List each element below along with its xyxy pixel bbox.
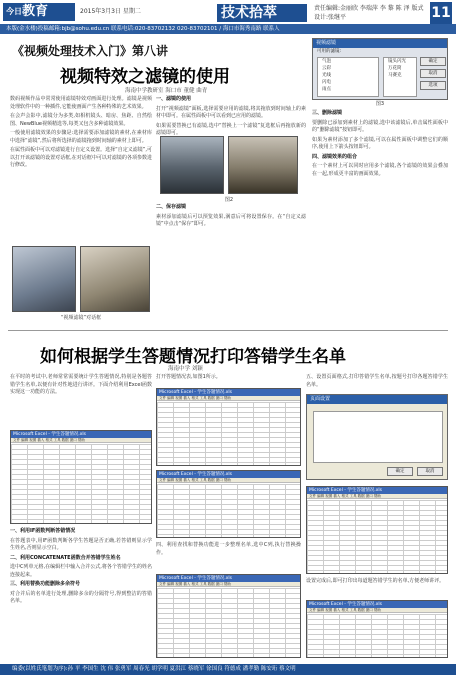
filter-list-item[interactable]: 云彩 — [322, 66, 331, 71]
article2-column-2 — [156, 374, 301, 384]
excel-titlebar: Microsoft Excel - 学生答题情况.xls — [307, 487, 447, 494]
newspaper-logo — [3, 3, 75, 21]
dialog-list-label: 可用的滤镜: — [317, 49, 342, 54]
paragraph: 要删除已添加到素材上的滤镜,选中该滤镜后,单击属性面板中的“删除滤镜”按钮即可。 — [312, 119, 448, 133]
excel-menubar: 文件 编辑 视图 插入 格式 工具 数据 窗口 帮助 — [157, 396, 300, 401]
paragraph: 在答题表中,用IF函数判断各学生答题是否正确,若答错则显示学生姓名,否则显示空白。 — [10, 537, 152, 551]
paragraph: 数码视频作品中常常使用滤镜特效对画面进行处理。滤镜是视频处理软件中的一种插件,它能使画面产生各种特殊的艺术效果。 — [10, 96, 152, 110]
paragraph: 对合并后的名单进行处理,删除多余的分隔符号,得到整洁的答错名单。 — [10, 590, 152, 604]
excel-screenshot-2 — [156, 388, 301, 466]
brand-name: 教育 — [22, 4, 49, 19]
paragraph: 在一个素材上可以同时应用多个滤镜,各个滤镜的效果会叠加在一起,形成更丰富的画面效果。 — [312, 163, 448, 177]
section-heading: 三、删除滤镜 — [312, 110, 343, 116]
dialog-titlebar: 视频滤镜 — [313, 39, 447, 48]
brand-prefix: 今日 — [6, 7, 22, 16]
excel-titlebar: Microsoft Excel - 学生答题情况.xls — [11, 431, 151, 438]
cancel-button[interactable]: 取消 — [417, 467, 443, 476]
article2-column-1 — [10, 374, 152, 426]
figure-1-photo-original — [12, 246, 76, 312]
excel-menubar: 文件 编辑 视图 插入 格式 工具 数据 窗口 帮助 — [307, 608, 447, 613]
excel-titlebar: Microsoft Excel - 学生答题情况.xls — [157, 471, 300, 478]
options-button[interactable]: 选项 — [420, 81, 446, 90]
excel-titlebar: Microsoft Excel - 学生答题情况.xls — [157, 389, 300, 396]
issue-date: 2015年3月3日 — [80, 8, 121, 15]
excel-screenshot-4 — [156, 574, 301, 658]
paragraph: 在属性面板中可以对滤镜进行自定义设置。选择“自定义滤镜”,可以打开该滤镜的设置对话框,在对话框中可以对滤镜的各项参数进行修改。 — [10, 147, 152, 168]
masthead — [0, 0, 456, 36]
paragraph: 四、利用查找和替换功能进一步整理名单,选中C列,执行替换操作。 — [156, 542, 301, 556]
filter-list-item[interactable]: 气泡 — [322, 59, 331, 64]
excel-grid — [307, 500, 447, 573]
ok-button[interactable]: 确定 — [387, 467, 413, 476]
paragraph: 如果为素材添加了多个滤镜,可以在属性面板中调整它们的顺序,使用上下箭头按钮即可。 — [312, 136, 448, 150]
section-heading: 二、利用CONCATENATE函数合并答错学生姓名 — [10, 554, 121, 561]
excel-menubar: 文件 编辑 视图 插入 格式 工具 数据 窗口 帮助 — [157, 478, 300, 483]
cancel-button[interactable]: 取消 — [420, 69, 446, 78]
editors-credit: 责任编辑:金丽欣 李瑞萍 李 黎 陈 泽 版式设计:张继平 — [314, 5, 424, 21]
article-divider — [8, 330, 448, 331]
paragraph: 打开“视频滤镜”面板,选择需要应用的滤镜,将其拖放到时间轴上的素材中即可。在属性面板中可以看到已应用的滤镜。 — [156, 105, 306, 119]
article1-column-3 — [312, 110, 448, 330]
filter-list-item[interactable]: 雨点 — [322, 87, 331, 92]
article2-title: 如何根据学生答题情况打印答错学生名单 — [40, 347, 346, 367]
paragraph: 设置完成后,即可打印出每道题答错学生的名单,方便老师讲评。 — [306, 578, 445, 584]
excel-grid — [307, 614, 447, 657]
paragraph: 在平时的考试中,老师常常需要统计学生答题情况,特别是各题答错学生名单,以便有针对性地进行讲评。下面介绍利用Excel函数实现这一功能的方法。 — [10, 374, 152, 395]
section-heading: 三、利用替换功能删除多余符号 — [10, 581, 81, 587]
filter-list-item[interactable]: 光线 — [322, 73, 331, 78]
video-filter-dialog — [312, 38, 448, 100]
paragraph: 素材添加滤镜后可以预览效果,满意后可将设置保存。在“自定义滤镜”中点击“保存”即可。 — [156, 213, 306, 227]
paragraph: 选中C列单元格,在编辑栏中输入合并公式,将各个答错学生的姓名连接起来。 — [10, 564, 152, 578]
excel-screenshot-5 — [306, 486, 448, 574]
excel-titlebar: Microsoft Excel - 学生答题情况.xls — [157, 575, 300, 582]
figure-2-photo-a — [160, 136, 224, 194]
applied-filter-list[interactable] — [383, 57, 417, 97]
issue-weekday: 星期二 — [122, 8, 141, 15]
article2-author: 海南中学 刘颖 — [168, 366, 203, 372]
filter-list[interactable] — [317, 57, 379, 97]
section-heading: 一、利用IF函数判断答错情况 — [10, 528, 76, 534]
figure-1-caption: “视频滤镜”对话框 — [60, 315, 102, 321]
page-setup-panel — [313, 411, 443, 463]
figure-3-caption: 图3 — [375, 101, 385, 107]
section-heading: 四、滤镜效果的组合 — [312, 153, 358, 160]
figure-2-photo-b — [228, 136, 298, 194]
excel-menubar: 文件 编辑 视图 插入 格式 工具 数据 窗口 帮助 — [157, 582, 300, 587]
article2-column-2b — [156, 542, 301, 570]
excel-grid — [157, 588, 300, 657]
excel-menubar: 文件 编辑 视图 插入 格式 工具 数据 窗口 帮助 — [11, 438, 151, 443]
ok-button[interactable]: 确定 — [420, 57, 446, 66]
article2-column-1b — [10, 528, 152, 638]
article1-title: 视频特效之滤镜的使用 — [60, 67, 230, 87]
excel-menubar: 文件 编辑 视图 插入 格式 工具 数据 窗口 帮助 — [307, 494, 447, 499]
excel-screenshot-3 — [156, 470, 301, 538]
paragraph: 如果需要替换已有滤镜,选中“替换上一个滤镜”复选框后再拖放新的滤镜即可。 — [156, 122, 306, 136]
figure-1-photo-filtered — [80, 246, 150, 312]
section-heading: 一、滤镜的使用 — [156, 96, 192, 102]
excel-grid — [157, 402, 300, 465]
filter-list-item[interactable]: 镜头闪光 — [388, 59, 406, 64]
article1-column-2b — [156, 204, 306, 252]
paragraph: 五、设置页面格式,打印答错学生名单,按题号打印各题答错学生名单。 — [306, 374, 448, 388]
filter-list-item[interactable]: 马赛克 — [388, 73, 402, 78]
page-number: 11 — [430, 2, 452, 24]
excel-screenshot-6 — [306, 600, 448, 658]
excel-titlebar: Microsoft Excel - 学生答题情况.xls — [307, 601, 447, 608]
section-heading: 二、保存滤镜 — [156, 204, 187, 210]
figure-2-caption: 图2 — [224, 197, 234, 203]
article1-series: 《视频处理技术入门》第八讲 — [12, 44, 169, 58]
excel-grid — [157, 484, 300, 537]
contact-bar: 本版(金水楼)投稿邮箱:bjb@sohu.edu.cn 联系电话:020-83702132 020-83702101 / 海口市海秀南路 联系人 — [0, 24, 456, 34]
excel-grid — [11, 444, 151, 523]
article1-author: 海南中学教研室 海口市 董健 曲青 — [125, 88, 208, 94]
filter-list-item[interactable]: 闪电 — [322, 80, 331, 85]
article2-column-3 — [306, 374, 448, 392]
paragraph: 在会声会影中,滤镜分为多类,如相机镜头、暗房、焦距、自然绘图、NewBlue视频精选等,每类又包含多种滤镜效果。 — [10, 113, 152, 127]
article2-column-3b — [306, 578, 448, 598]
section-title: 技术拾萃 — [217, 4, 307, 22]
page-setup-dialog — [306, 394, 448, 480]
dialog-titlebar: 页面设置 — [307, 395, 447, 404]
issue-date-line — [80, 6, 141, 15]
footer-editorial-board: 编委(以姓氏笔划为序):孙 平 李国生 沈 伟 张勇军 周春光 胡学明 夏洪江 蔡晓军 徐国良 符德成 潘孝勤 陈安珩 蔡文明 — [0, 664, 456, 675]
excel-screenshot-1 — [10, 430, 152, 524]
paragraph: 一般使用滤镜效果的步骤是:选择需要添加滤镜的素材,在素材库中选择“滤镜”,然后将所选择的滤镜拖到时间轴的素材上即可。 — [10, 130, 152, 144]
filter-list-item[interactable]: 万花筒 — [388, 66, 402, 71]
article1-column-2 — [156, 96, 306, 136]
paragraph: 打开答题情况表,如图1所示。 — [156, 374, 221, 380]
